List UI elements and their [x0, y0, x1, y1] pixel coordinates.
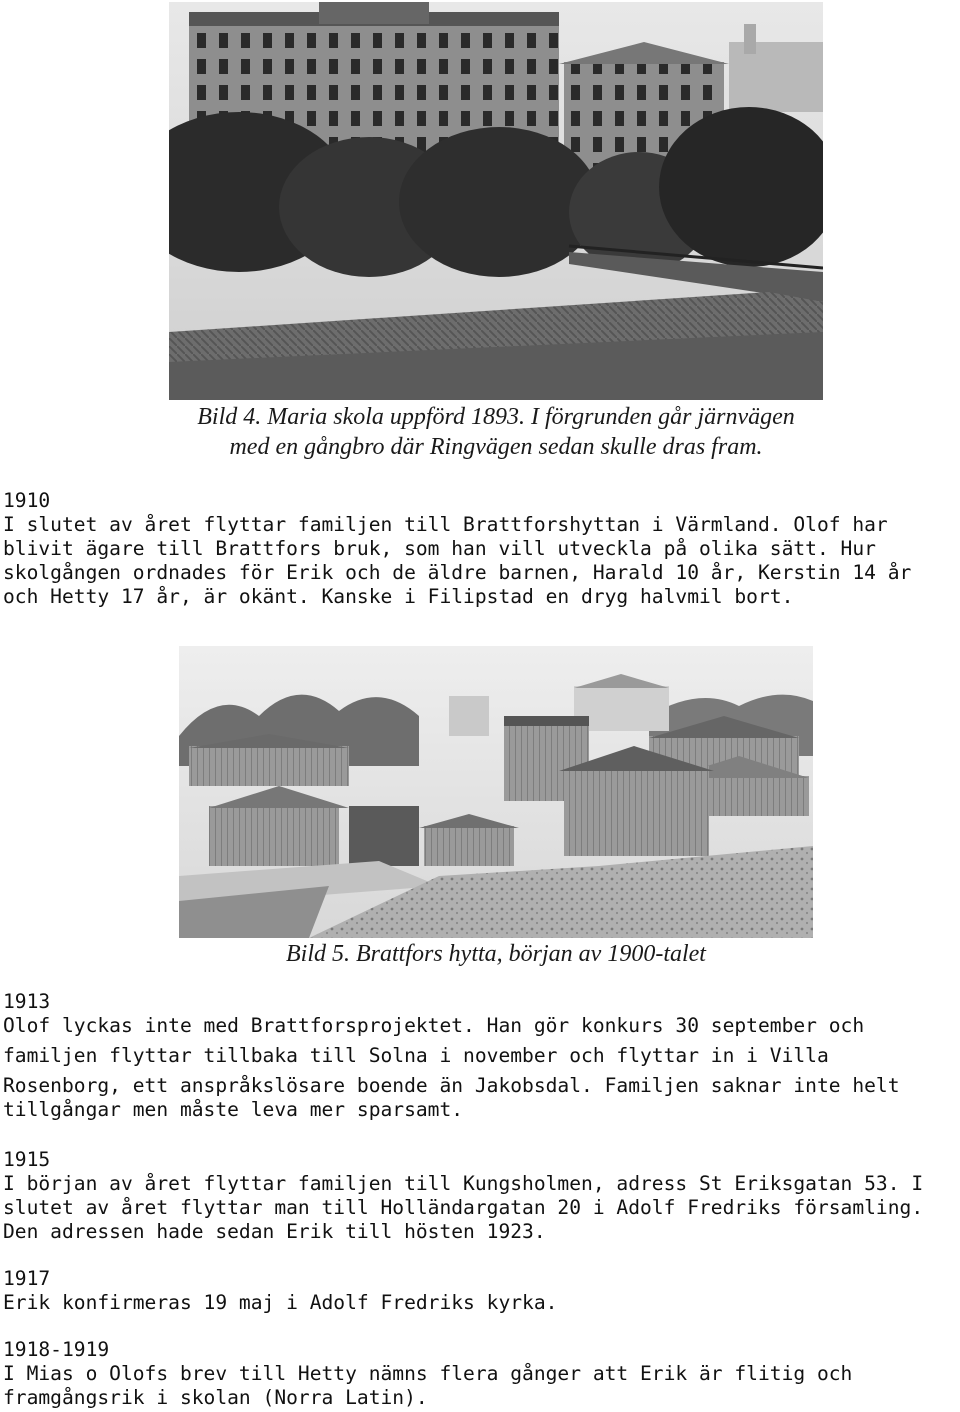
entry-1917 [3, 1267, 958, 1315]
entry-text-line: Olof lyckas inte med Brattforsprojektet. Han gör konkurs 30 september och [3, 1014, 865, 1037]
entry-text-line: framgångsrik i skolan (Norra Latin). [3, 1386, 428, 1409]
entry-text-line: I början av året flyttar familjen till Kungsholmen, adress St Eriksgatan 53. I [3, 1172, 924, 1195]
entry-1915 [3, 1148, 958, 1244]
entry-year: 1918-1919 [3, 1338, 110, 1361]
entry-text-line: I slutet av året flyttar familjen till Brattforshyttan i Värmland. Olof har [3, 513, 888, 536]
entry-text-line: slutet av året flyttar man till Holländargatan 20 i Adolf Fredriks församling. [3, 1196, 924, 1219]
entry-text-line: Den adressen hade sedan Erik till hösten 1923. [3, 1220, 546, 1243]
caption-line: Bild 4. Maria skola uppförd 1893. I förgrunden går järnvägen [197, 404, 795, 430]
entry-1918-1919 [3, 1338, 958, 1410]
entry-text-line: I Mias o Olofs brev till Hetty nämns flera gånger att Erik är flitig och [3, 1362, 853, 1385]
entry-text-line: tillgångar men måste leva mer sparsamt. [3, 1098, 464, 1121]
photo-maria-school [169, 2, 823, 400]
entry-text-line: och Hetty 17 år, är okänt. Kanske i Filipstad en dryg halvmil bort. [3, 585, 794, 608]
entry-text-line: Erik konfirmeras 19 maj i Adolf Fredriks kyrka. [3, 1291, 558, 1314]
entry-1913 [3, 990, 958, 1122]
figure-caption [169, 402, 823, 462]
photo-brattfors-hytta [179, 646, 813, 938]
entry-1910 [3, 489, 958, 609]
caption-line: Bild 5. Brattfors hytta, början av 1900-talet [286, 941, 706, 967]
entry-text-line: familjen flyttar tillbaka till Solna i november och flyttar in i Villa [3, 1044, 829, 1067]
entry-text-line: blivit ägare till Brattfors bruk, som han vill utveckla på olika sätt. Hur [3, 537, 876, 560]
entry-year: 1910 [3, 489, 51, 512]
figure-caption [179, 939, 813, 969]
entry-year: 1915 [3, 1148, 51, 1171]
entry-text-line: Rosenborg, ett anspråkslösare boende än Jakobsdal. Familjen saknar inte helt [3, 1074, 900, 1097]
caption-line: med en gångbro där Ringvägen sedan skulle dras fram. [229, 434, 763, 460]
entry-year: 1917 [3, 1267, 51, 1290]
entry-text-line: skolgången ordnades för Erik och de äldre barnen, Harald 10 år, Kerstin 14 år [3, 561, 912, 584]
entry-year: 1913 [3, 990, 51, 1013]
